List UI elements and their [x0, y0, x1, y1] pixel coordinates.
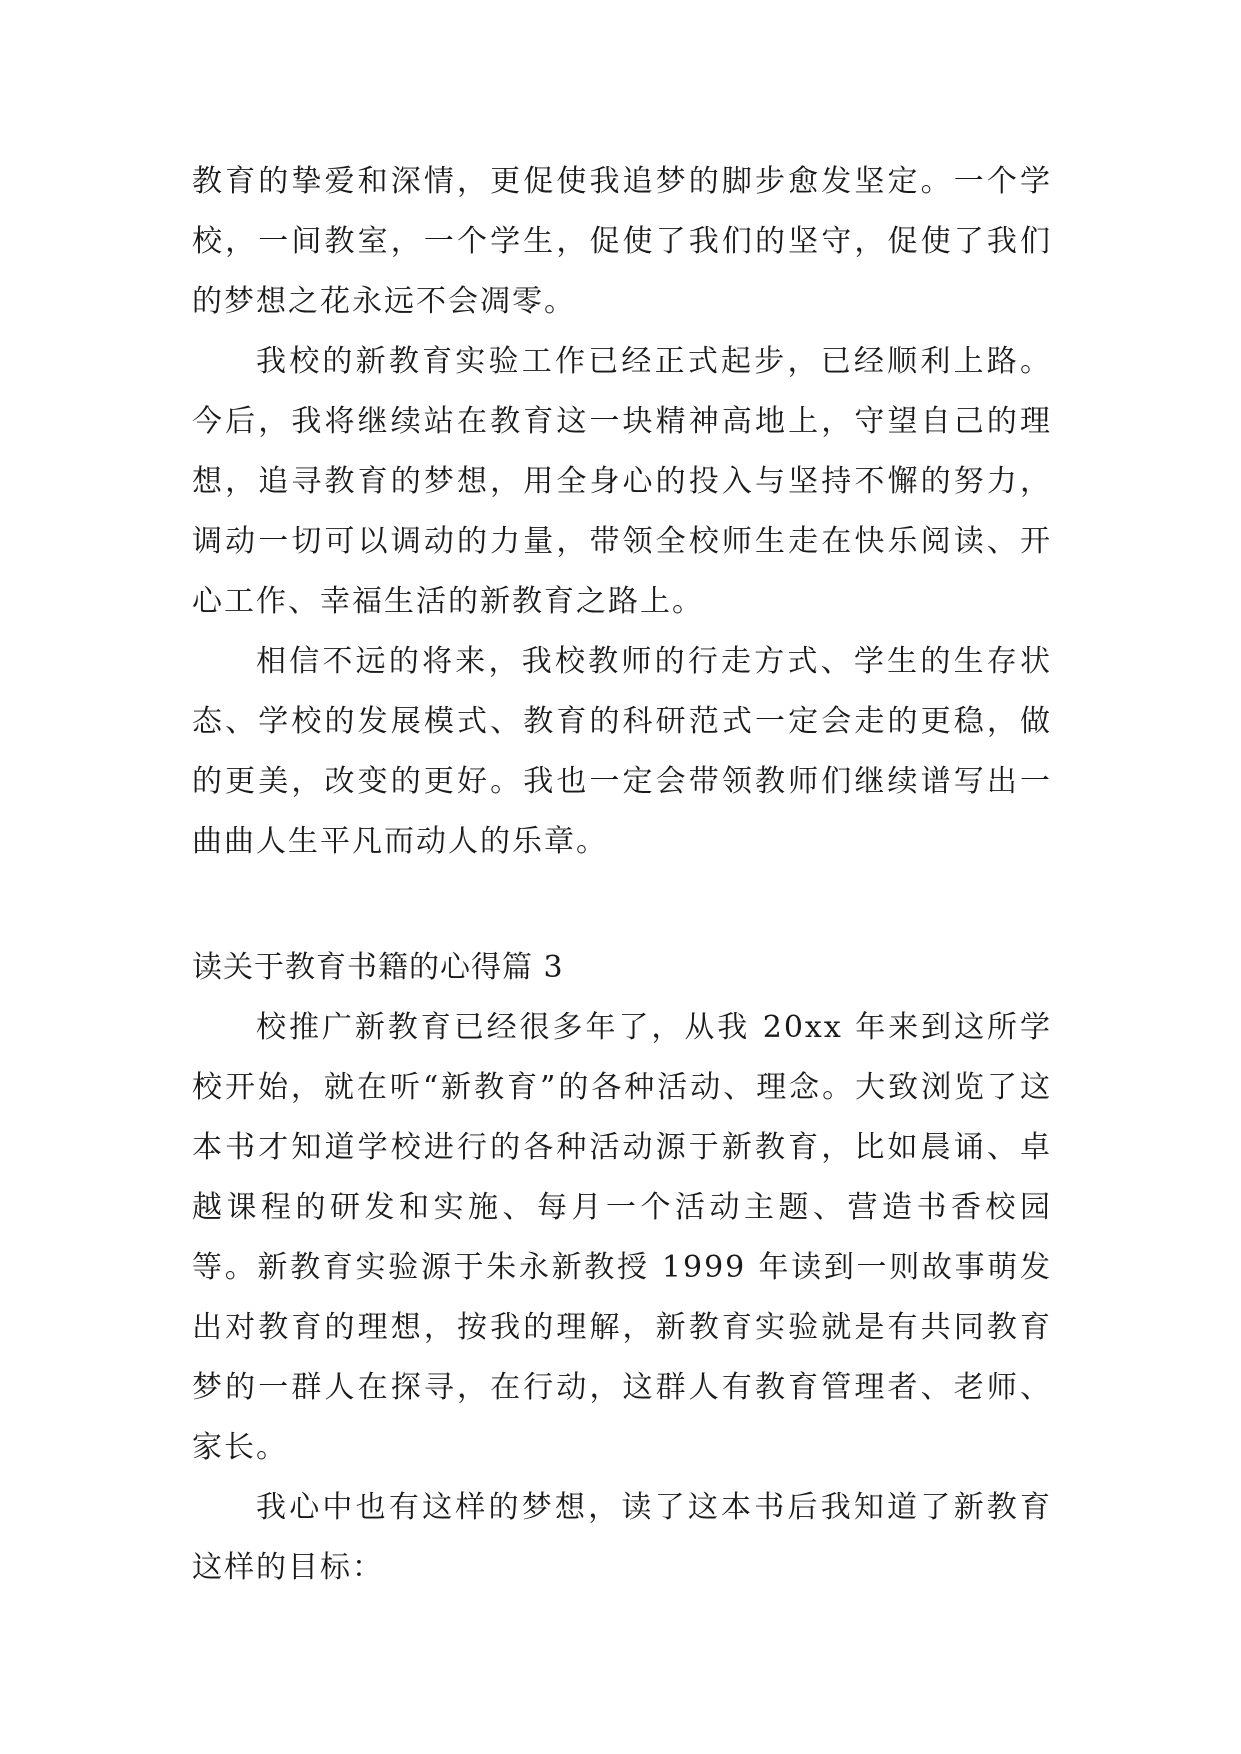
paragraph-dream-goal: 我心中也有这样的梦想，读了这本书后我知道了新教育这样的目标：: [192, 1490, 1052, 1585]
paragraph-future-outlook: 相信不远的将来，我校教师的行走方式、学生的生存状态、学校的发展模式、教育的科研范式一定会走的更稳，做的更美，改变的更好。我也一定会带领教师们继续谱写出一曲曲人生平凡而动人的乐章。: [192, 644, 1052, 859]
paragraph-new-education-start: 我校的新教育实验工作已经正式起步，已经顺利上路。今后，我将继续站在教育这一块精神高地上，守望自己的理想，追寻教育的梦想，用全身心的投入与坚持不懈的努力，调动一切可以调动的力量，带领全校师生走在快乐阅读、开心工作、幸福生活的新教育之路上。: [192, 344, 1052, 619]
paragraph-school-promotion: 校推广新教育已经很多年了，从我 20xx 年来到这所学校开始，就在听“新教育”的各种活动、理念。大致浏览了这本书才知道学校进行的各种活动源于新教育，比如晨诵、卓越课程的研发和实施、每月一个活动主题、营造书香校园等。新教育实验源于朱永新教授 1999 年读到一则故事萌发出对教育的理想，按我的理解，新教育实验就是有共同教育梦的一群人在探寻，在行动，这群人有教育管理者、老师、家长。: [192, 1010, 1052, 1465]
document-body: [192, 152, 1052, 1598]
section-title: 读关于教育书籍的心得篇 3: [192, 950, 564, 985]
paragraph-continuation: 教育的挚爱和深情，更促使我追梦的脚步愈发坚定。一个学校，一间教室，一个学生，促使了我们的坚守，促使了我们的梦想之花永远不会凋零。: [192, 164, 1052, 319]
